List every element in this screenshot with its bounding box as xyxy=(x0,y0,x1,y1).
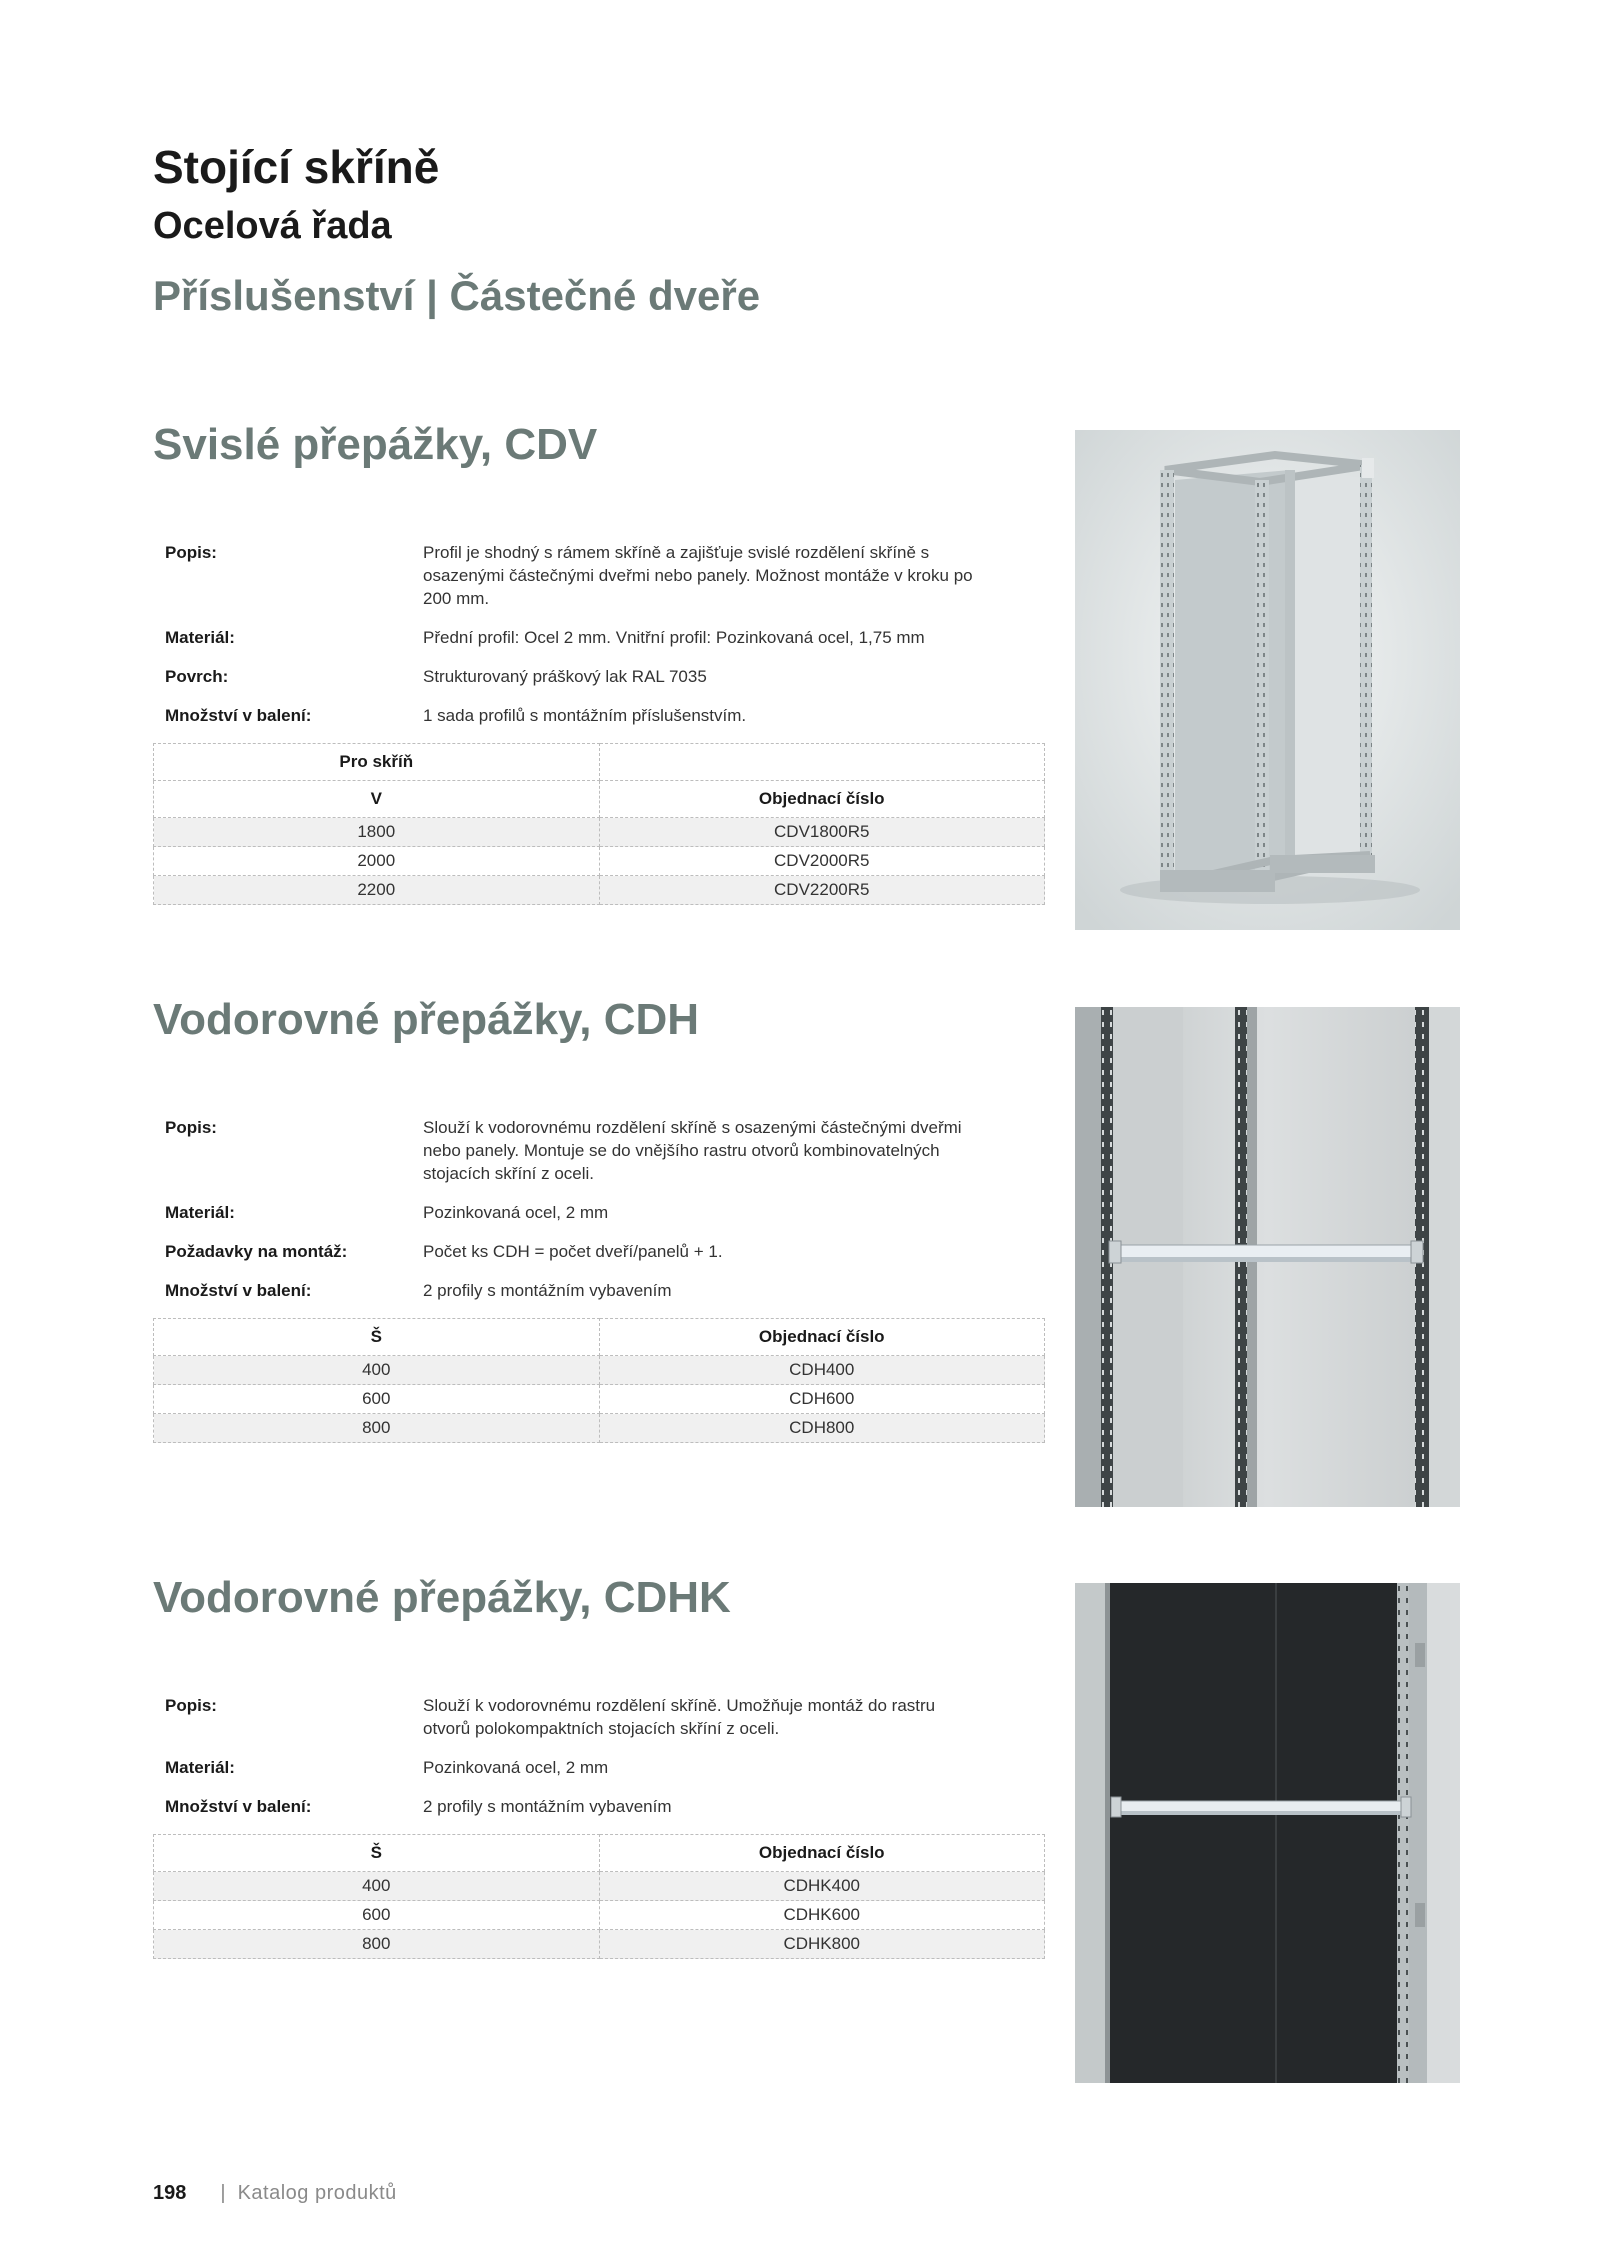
table-cell-dim: 600 xyxy=(154,1385,600,1414)
table-cell-code: CDH400 xyxy=(599,1356,1045,1385)
table-col-header: Objednací číslo xyxy=(599,1835,1045,1872)
table-cell-code: CDV2000R5 xyxy=(599,847,1045,876)
section-cdh xyxy=(153,990,1045,1443)
spec-list xyxy=(153,1116,1045,1302)
table-cell-code: CDV1800R5 xyxy=(599,818,1045,847)
table-row xyxy=(154,1385,1045,1414)
spec-row xyxy=(153,1795,1045,1818)
page-title: Stojící skříně xyxy=(153,141,440,193)
spec-value: Strukturovaný práškový lak RAL 7035 xyxy=(423,667,707,686)
table-cell-dim: 400 xyxy=(154,1356,600,1385)
spec-value: Profil je shodný s rámem skříně a zajišťuje svislé rozdělení skříně s osazenými částečnými dveřmi nebo panely. Možnost montáže v kroku po 200 mm. xyxy=(423,543,973,608)
spec-label: Požadavky na montáž: xyxy=(165,1242,348,1261)
table-cell-dim: 400 xyxy=(154,1872,600,1901)
spec-row xyxy=(153,626,1045,649)
section-cdhk xyxy=(153,1568,1045,1959)
spec-row xyxy=(153,1694,1045,1740)
page-footer xyxy=(153,2182,397,2205)
table-cell-dim: 800 xyxy=(154,1414,600,1443)
table-group-header-empty xyxy=(599,744,1045,781)
spec-value: Pozinkovaná ocel, 2 mm xyxy=(423,1203,609,1222)
cabinet-frame-photo xyxy=(1075,430,1460,930)
spec-label: Popis: xyxy=(165,1696,217,1715)
spec-value: Slouží k vodorovnému rozdělení skříně s osazenými částečnými dveřmi nebo panely. Montuje se do vnějšího rastru otvorů kombinovatelných stojacích skříní z oceli. xyxy=(423,1118,962,1183)
spec-list xyxy=(153,1694,1045,1818)
spec-row xyxy=(153,1201,1045,1224)
spec-value: Počet ks CDH = počet dveří/panelů + 1. xyxy=(423,1242,723,1261)
section-cdv xyxy=(153,415,1045,905)
category-heading: Příslušenství | Částečné dveře xyxy=(153,272,761,319)
spec-label: Materiál: xyxy=(165,628,235,647)
table-row xyxy=(154,1901,1045,1930)
spec-label: Popis: xyxy=(165,543,217,562)
spec-row xyxy=(153,1240,1045,1263)
spec-label: Množství v balení: xyxy=(165,1281,312,1300)
page-number: 198 xyxy=(153,2182,187,2204)
spec-label: Materiál: xyxy=(165,1203,235,1222)
table-cell-code: CDHK600 xyxy=(599,1901,1045,1930)
spec-label: Materiál: xyxy=(165,1758,235,1777)
spec-row xyxy=(153,541,1045,610)
table-cell-dim: 2000 xyxy=(154,847,600,876)
table-col-header: Š xyxy=(154,1319,600,1356)
spec-label: Povrch: xyxy=(165,667,229,686)
table-col-header: V xyxy=(154,781,600,818)
table-cell-dim: 1800 xyxy=(154,818,600,847)
horizontal-divider-cdhk-photo xyxy=(1075,1583,1460,2083)
section-heading: Vodorovné přepážky, CDH xyxy=(153,995,700,1044)
spec-value: 2 profily s montážním vybavením xyxy=(423,1797,672,1816)
spec-row xyxy=(153,1279,1045,1302)
spec-label: Popis: xyxy=(165,1118,217,1137)
order-table xyxy=(153,1834,1045,1959)
table-cell-code: CDH800 xyxy=(599,1414,1045,1443)
table-row xyxy=(154,1414,1045,1443)
page-subtitle: Ocelová řada xyxy=(153,205,392,247)
table-row xyxy=(154,1872,1045,1901)
table-col-header: Objednací číslo xyxy=(599,1319,1045,1356)
spec-row xyxy=(153,704,1045,727)
footer-separator: | xyxy=(220,2182,226,2204)
horizontal-divider-cdh-photo xyxy=(1075,1007,1460,1507)
spec-value: Pozinkovaná ocel, 2 mm xyxy=(423,1758,609,1777)
section-heading: Vodorovné přepážky, CDHK xyxy=(153,1573,731,1622)
table-row xyxy=(154,1930,1045,1959)
spec-label: Množství v balení: xyxy=(165,706,312,725)
spec-value: 1 sada profilů s montážním příslušenstvím. xyxy=(423,706,747,725)
table-cell-dim: 800 xyxy=(154,1930,600,1959)
spec-row xyxy=(153,1116,1045,1185)
order-table xyxy=(153,1318,1045,1443)
spec-row xyxy=(153,1756,1045,1779)
spec-label: Množství v balení: xyxy=(165,1797,312,1816)
spec-value: Slouží k vodorovnému rozdělení skříně. Umožňuje montáž do rastru otvorů polokompaktních stojacích skříní z oceli. xyxy=(423,1696,936,1738)
spec-list xyxy=(153,541,1045,727)
spec-value: 2 profily s montážním vybavením xyxy=(423,1281,672,1300)
section-heading: Svislé přepážky, CDV xyxy=(153,420,598,469)
table-cell-code: CDHK800 xyxy=(599,1930,1045,1959)
catalog-label: Katalog produktů xyxy=(237,2182,397,2204)
table-row xyxy=(154,847,1045,876)
table-cell-code: CDH600 xyxy=(599,1385,1045,1414)
table-row xyxy=(154,818,1045,847)
table-group-header: Pro skříň xyxy=(154,744,600,781)
table-row xyxy=(154,1356,1045,1385)
table-col-header: Š xyxy=(154,1835,600,1872)
order-table xyxy=(153,743,1045,905)
table-cell-dim: 600 xyxy=(154,1901,600,1930)
table-cell-code: CDHK400 xyxy=(599,1872,1045,1901)
table-col-header: Objednací číslo xyxy=(599,781,1045,818)
table-cell-code: CDV2200R5 xyxy=(599,876,1045,905)
table-cell-dim: 2200 xyxy=(154,876,600,905)
spec-value: Přední profil: Ocel 2 mm. Vnitřní profil: Pozinkovaná ocel, 1,75 mm xyxy=(423,628,925,647)
spec-row xyxy=(153,665,1045,688)
table-row xyxy=(154,876,1045,905)
